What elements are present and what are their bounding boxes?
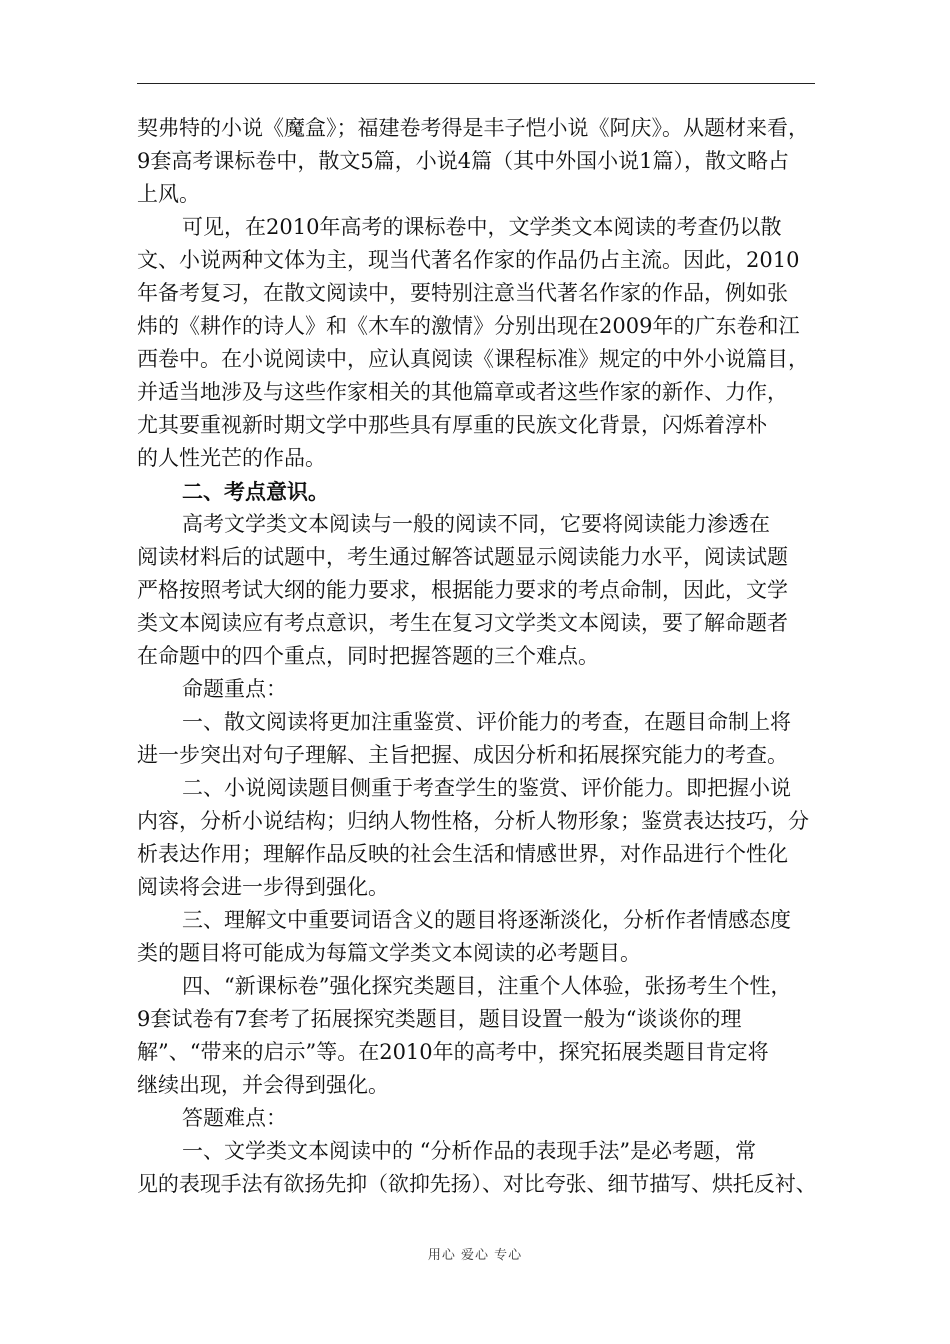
text-line: 析表达作用；理解作品反映的社会生活和情感世界，对作品进行个性化 [137, 842, 788, 866]
text-line: 一、文学类文本阅读中的 “分析作品的表现手法”是必考题，常 [182, 1139, 757, 1163]
text-line: 见的表现手法有欲扬先抑（欲抑先扬）、对比夸张、细节描写、烘托反衬、 [137, 1172, 817, 1196]
text-line: 阅读将会进一步得到强化。 [137, 875, 389, 899]
text-line: 可见，在2010年高考的课标卷中，文学类文本阅读的考查仍以散 [182, 215, 782, 239]
text-line: 类文本阅读应有考点意识，考生在复习文学类文本阅读，要了解命题者 [137, 611, 788, 635]
text-line: 类的题目将可能成为每篇文学类文本阅读的必考题目。 [137, 941, 641, 965]
text-line: 并适当地涉及与这些作家相关的其他篇章或者这些作家的新作、力作， [137, 380, 788, 404]
text-line: 在命题中的四个重点，同时把握答题的三个难点。 [137, 644, 599, 668]
text-line: 尤其要重视新时期文学中那些具有厚重的民族文化背景，闪烁着淳朴 [137, 413, 767, 437]
text-line: 西卷中。在小说阅读中，应认真阅读《课程标准》规定的中外小说篇目， [137, 347, 809, 371]
document-body [137, 112, 817, 1201]
text-line: 一、散文阅读将更加注重鉴赏、评价能力的考查，在题目命制上将 [182, 710, 791, 734]
text-line: 文、小说两种文体为主，现当代著名作家的作品仍占主流。因此，2010 [137, 248, 800, 272]
text-line: 9套试卷有7套考了拓展探究类题目，题目设置一般为“谈谈你的理 [137, 1007, 742, 1031]
text-line: 继续出现，并会得到强化。 [137, 1073, 389, 1097]
section-heading: 二、考点意识。 [182, 479, 329, 504]
header-rule [137, 83, 815, 84]
text-line: 四、“新课标卷”强化探究类题目，注重个人体验，张扬考生个性， [182, 974, 792, 998]
text-line: 严格按照考试大纲的能力要求，根据能力要求的考点命制，因此，文学 [137, 578, 788, 602]
text-line: 内容，分析小说结构；归纳人物性格，分析人物形象；鉴赏表达技巧，分 [137, 809, 809, 833]
text-line: 炜的《耕作的诗人》和《木车的激情》分别出现在2009年的广东卷和江 [137, 314, 800, 338]
text-line: 三、理解文中重要词语含义的题目将逐渐淡化，分析作者情感态度 [182, 908, 791, 932]
text-line: 契弗特的小说《魔盒》；福建卷考得是丰子恺小说《阿庆》。从题材来看， [137, 116, 809, 140]
text-line: 进一步突出对句子理解、主旨把握、成因分析和拓展探究能力的考查。 [137, 743, 788, 767]
text-line: 命题重点： [182, 677, 287, 701]
text-line: 二、小说阅读题目侧重于考查学生的鉴赏、评价能力。即把握小说 [182, 776, 791, 800]
text-line: 解”、“带来的启示”等。在2010年的高考中，探究拓展类题目肯定将 [137, 1040, 769, 1064]
text-line: 年备考复习，在散文阅读中，要特别注意当代著名作家的作品，例如张 [137, 281, 788, 305]
text-line: 9套高考课标卷中，散文5篇，小说4篇（其中外国小说1篇），散文略占 [137, 149, 789, 173]
page-footer: 用心 爱心 专心 [427, 1248, 523, 1263]
text-line: 阅读材料后的试题中，考生通过解答试题显示阅读能力水平，阅读试题 [137, 545, 788, 569]
text-line: 答题难点： [182, 1106, 287, 1130]
text-line: 上风。 [137, 182, 200, 206]
text-line: 的人性光芒的作品。 [137, 446, 326, 470]
text-line: 高考文学类文本阅读与一般的阅读不同，它要将阅读能力渗透在 [182, 512, 770, 536]
